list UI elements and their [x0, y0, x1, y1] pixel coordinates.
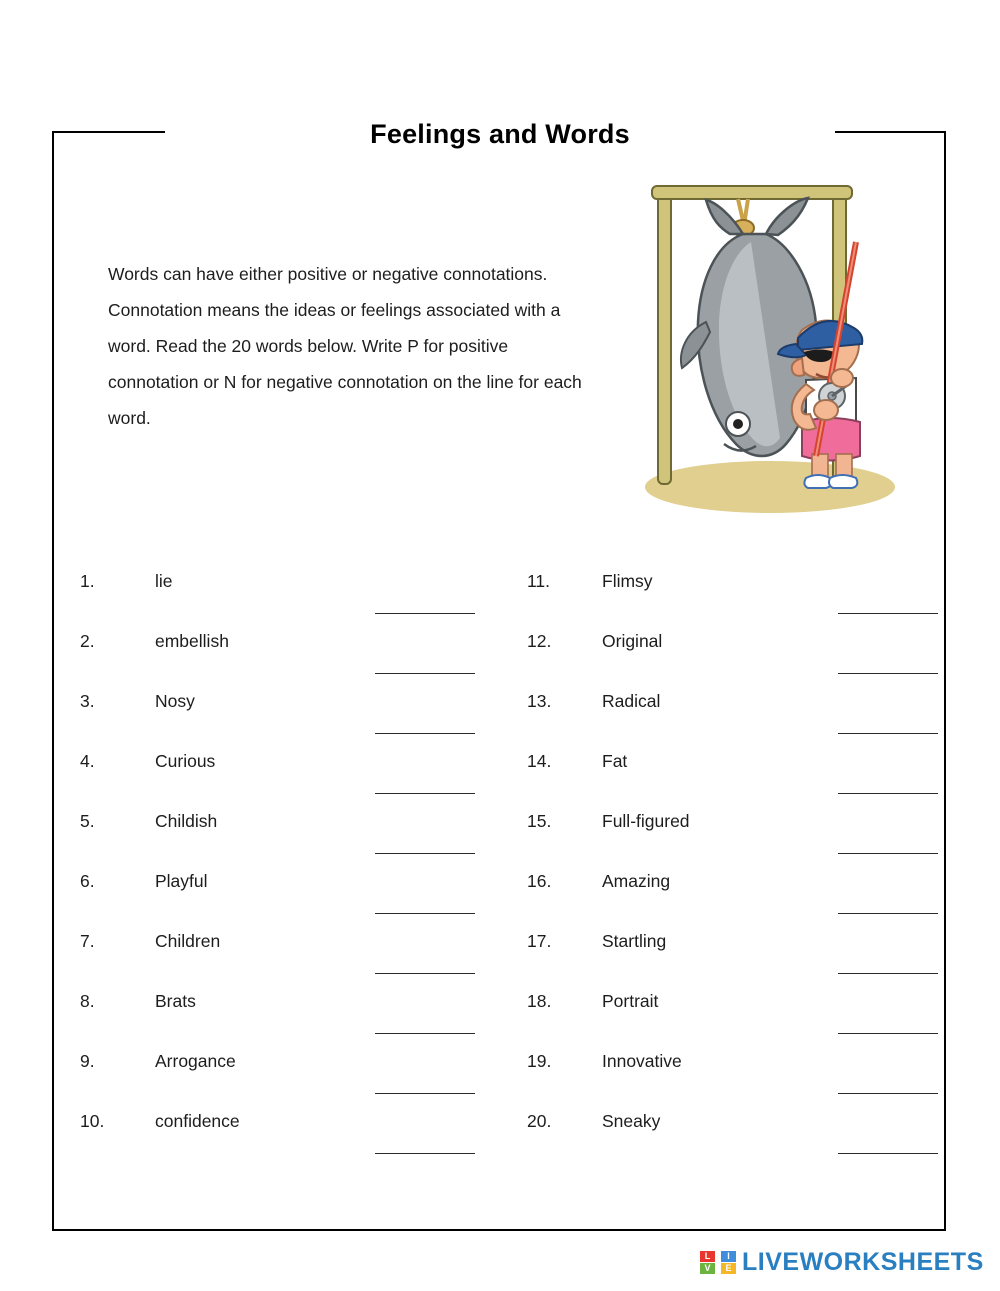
word-label: Original	[602, 631, 663, 651]
word-number: 11.	[527, 571, 551, 591]
word-label: Childish	[155, 811, 218, 831]
answer-blank[interactable]	[375, 595, 475, 614]
word-number: 6.	[80, 871, 95, 891]
instructions-text: Words can have either positive or negative connotations. Connotation means the ideas or feelings associated with a word. Read the 20 words below. Write P for positive connotation or N for negative connotation on the line for each word.	[108, 264, 582, 428]
word-number: 14.	[527, 751, 552, 771]
word-label: Innovative	[602, 1051, 682, 1071]
word-label: Brats	[155, 991, 196, 1011]
logo-cube-i: I	[721, 1251, 736, 1262]
answer-blank[interactable]	[375, 1135, 475, 1154]
word-number: 2.	[80, 631, 95, 651]
word-number: 4.	[80, 751, 95, 771]
word-number: 15.	[527, 811, 552, 831]
list-item	[80, 865, 480, 925]
list-item	[80, 925, 480, 985]
logo-cubes-icon-2	[721, 1251, 736, 1275]
word-number: 16.	[527, 871, 552, 891]
word-number: 1.	[80, 571, 95, 591]
answer-blank[interactable]	[375, 895, 475, 914]
list-item	[80, 985, 480, 1045]
logo-cubes-icon	[700, 1251, 715, 1275]
word-label: Amazing	[602, 871, 671, 891]
word-number: 20.	[527, 1111, 552, 1131]
word-number: 3.	[80, 691, 95, 711]
list-item	[527, 985, 927, 1045]
word-number: 19.	[527, 1051, 552, 1071]
list-item	[527, 865, 927, 925]
word-number: 18.	[527, 991, 552, 1011]
word-label: Flimsy	[602, 571, 653, 591]
word-number: 7.	[80, 931, 95, 951]
word-label: Nosy	[155, 691, 195, 711]
list-item	[527, 565, 927, 625]
word-label: Portrait	[602, 991, 659, 1011]
logo-wordmark: LIVEWORKSHEETS	[742, 1248, 984, 1276]
list-item	[527, 625, 927, 685]
answer-blank[interactable]	[375, 1015, 475, 1034]
logo-cube-e: E	[721, 1263, 736, 1274]
list-item	[80, 1045, 480, 1105]
list-item	[527, 1105, 927, 1165]
answer-blank[interactable]	[838, 715, 938, 734]
answer-blank[interactable]	[838, 775, 938, 794]
word-label: Radical	[602, 691, 661, 711]
liveworksheets-logo[interactable]	[700, 1248, 984, 1277]
answer-blank[interactable]	[838, 1135, 938, 1154]
answer-blank[interactable]	[375, 715, 475, 734]
word-label: Fat	[602, 751, 628, 771]
word-number: 8.	[80, 991, 95, 1011]
word-label: Curious	[155, 751, 216, 771]
answer-blank[interactable]	[375, 1075, 475, 1094]
list-item	[80, 565, 480, 625]
answer-blank[interactable]	[375, 775, 475, 794]
answer-blank[interactable]	[838, 595, 938, 614]
word-label: embellish	[155, 631, 229, 651]
list-item	[527, 925, 927, 985]
word-number: 10.	[80, 1111, 105, 1131]
answer-blank[interactable]	[838, 655, 938, 674]
word-label: Arrogance	[155, 1051, 236, 1071]
word-label: Sneaky	[602, 1111, 661, 1131]
list-item	[527, 685, 927, 745]
word-label: Full-figured	[602, 811, 690, 831]
answer-blank[interactable]	[838, 835, 938, 854]
word-label: Playful	[155, 871, 208, 891]
list-item	[527, 805, 927, 865]
word-label: Startling	[602, 931, 667, 951]
word-label: lie	[155, 571, 173, 591]
answer-blank[interactable]	[838, 1075, 938, 1094]
word-number: 12.	[527, 631, 552, 651]
list-item	[80, 805, 480, 865]
word-list-right-column	[527, 565, 927, 1165]
word-number: 13.	[527, 691, 552, 711]
word-list-left-column	[80, 565, 480, 1165]
page-title: Feelings and Words	[370, 119, 630, 149]
answer-blank[interactable]	[838, 955, 938, 974]
word-number: 17.	[527, 931, 552, 951]
fisherman-with-big-fish-icon	[620, 172, 910, 517]
word-number: 5.	[80, 811, 95, 831]
word-label: confidence	[155, 1111, 240, 1131]
answer-blank[interactable]	[375, 835, 475, 854]
list-item	[527, 1045, 927, 1105]
list-item	[527, 745, 927, 805]
list-item	[80, 625, 480, 685]
list-item	[80, 685, 480, 745]
logo-cube-v: V	[700, 1263, 715, 1274]
answer-blank[interactable]	[838, 895, 938, 914]
word-label: Children	[155, 931, 221, 951]
answer-blank[interactable]	[375, 955, 475, 974]
list-item	[80, 1105, 480, 1165]
logo-cube-l: L	[700, 1251, 715, 1262]
answer-blank[interactable]	[838, 1015, 938, 1034]
answer-blank[interactable]	[375, 655, 475, 674]
word-number: 9.	[80, 1051, 95, 1071]
list-item	[80, 745, 480, 805]
